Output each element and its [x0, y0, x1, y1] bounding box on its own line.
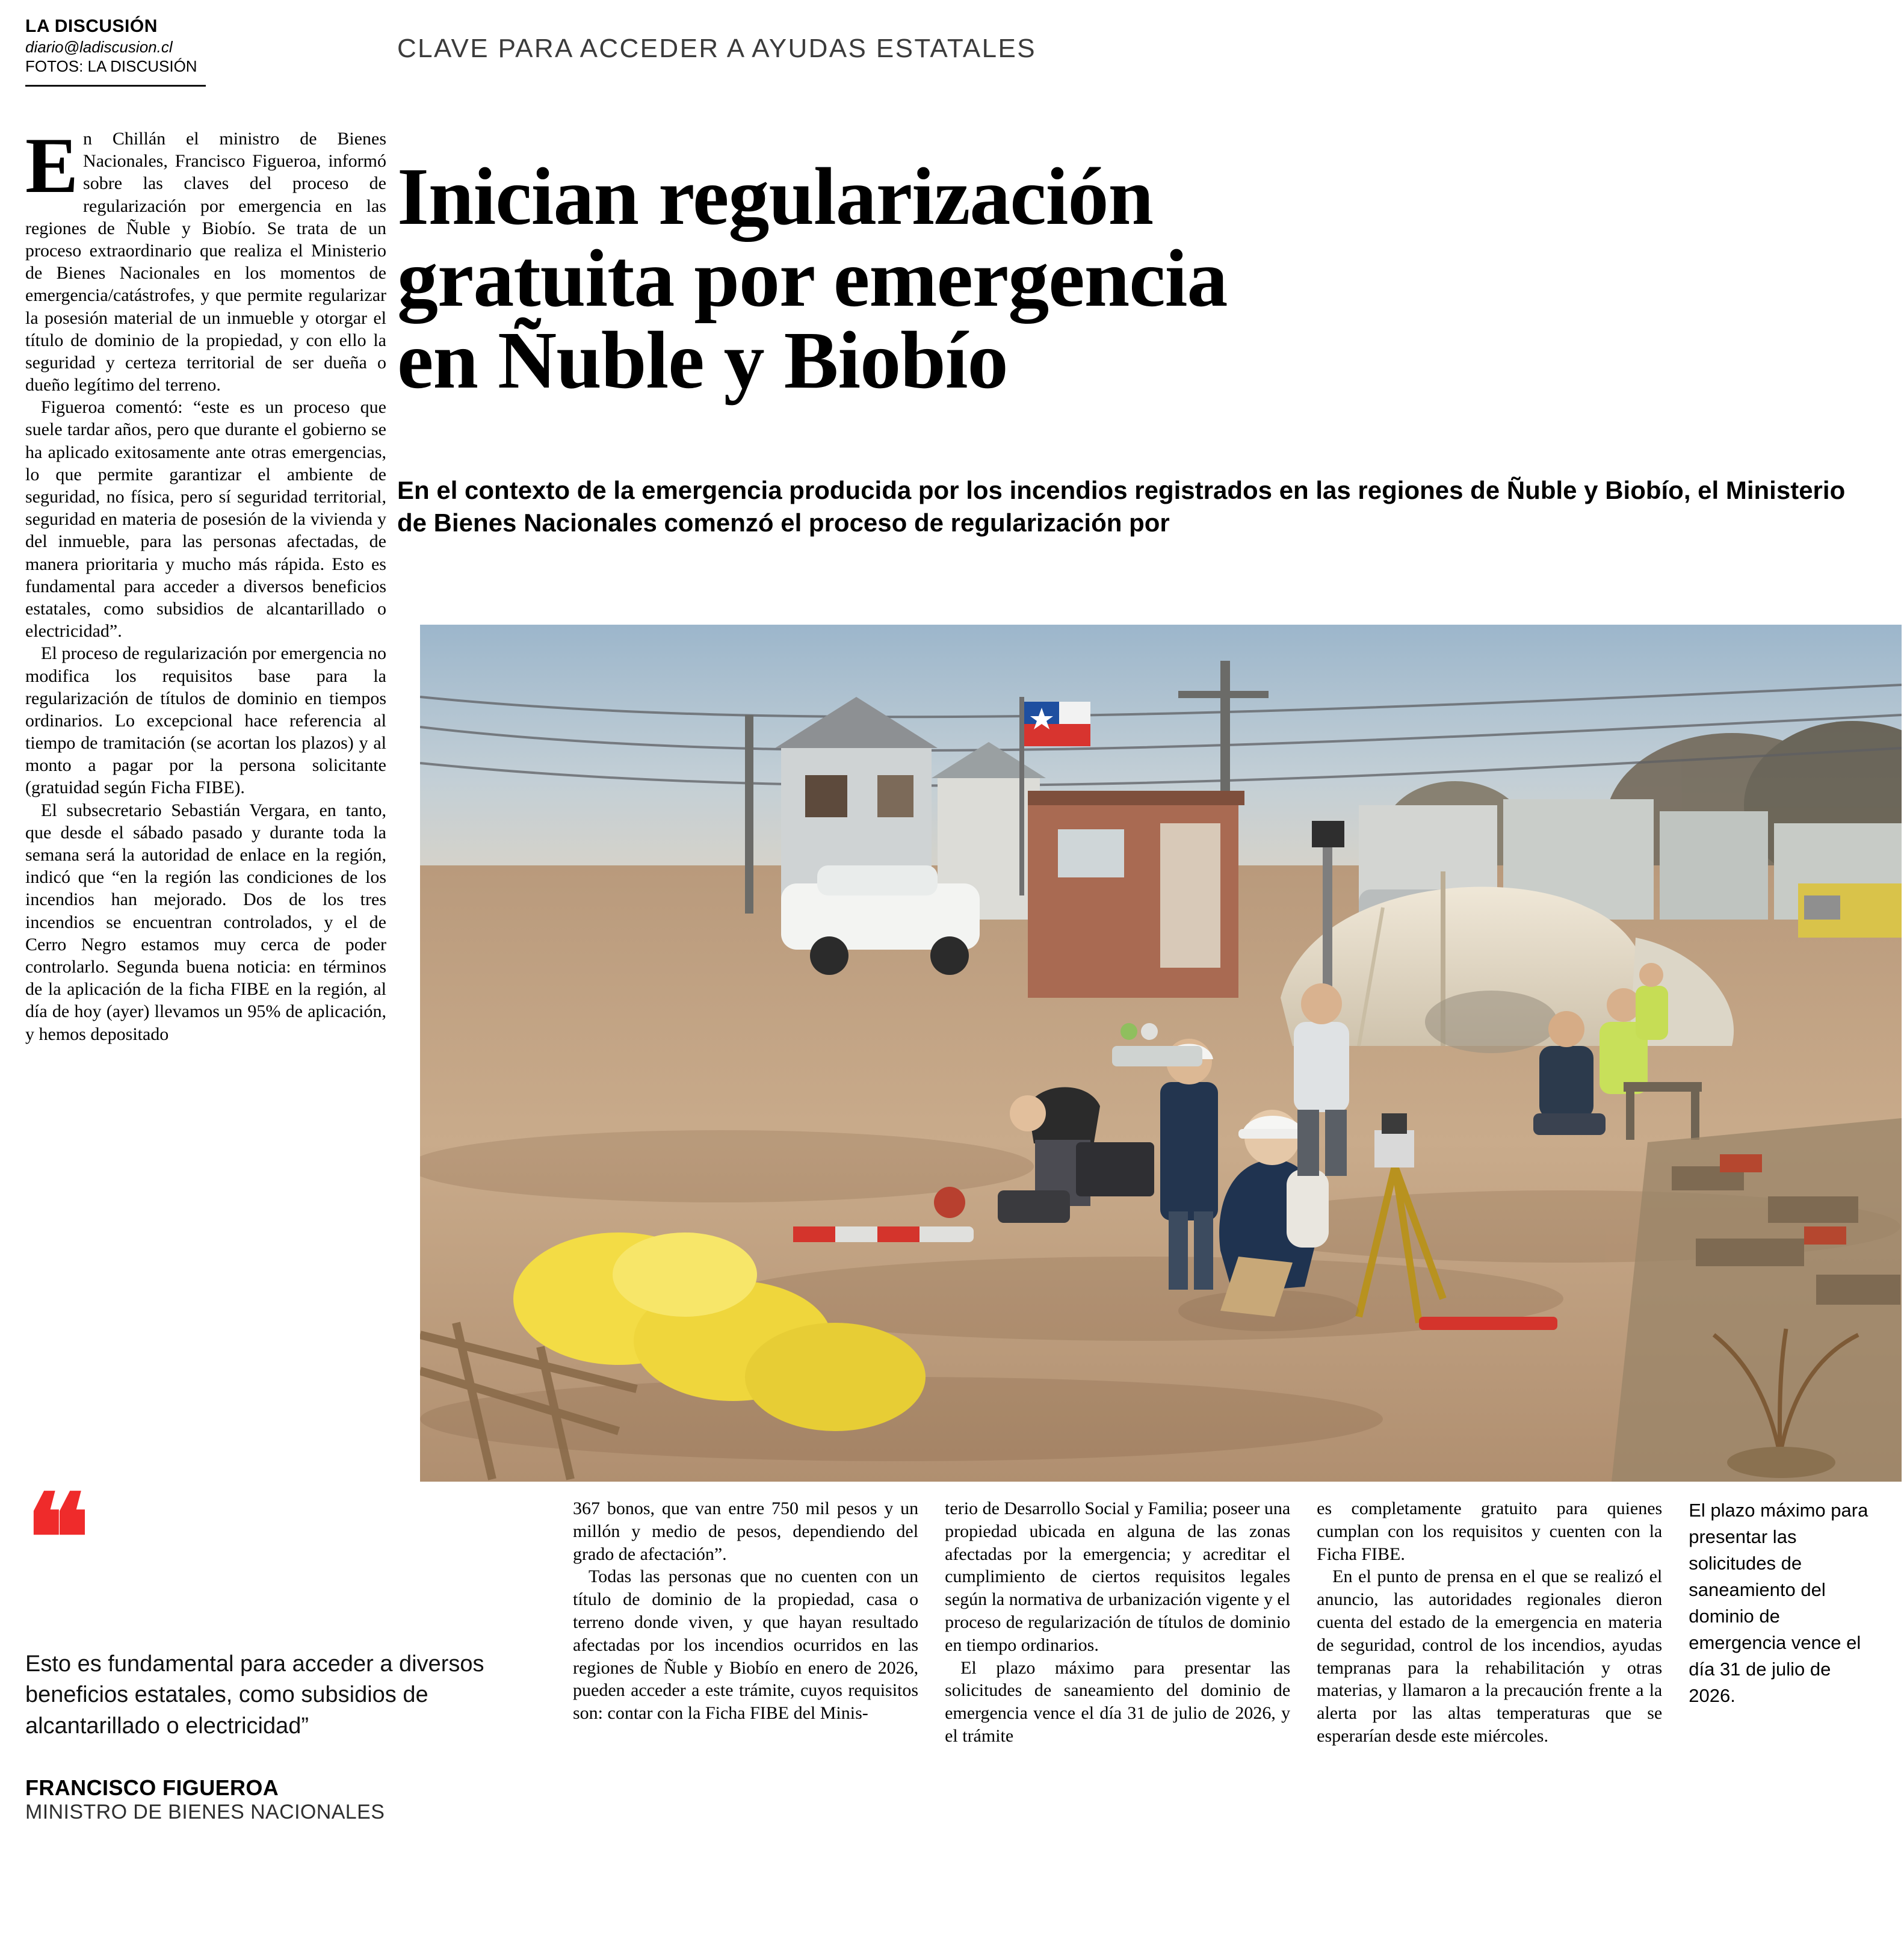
body-column-2 — [945, 1497, 1290, 1748]
body-column-3 — [1317, 1497, 1662, 1748]
paragraph: En el punto de prensa en el que se realizó el anuncio, las autoridades regionales dieron cuenta del estado de la emergencia en materia de seguridad, control de los incendios, ayudas tempranas para la rehabilitación y otras materias, y llamaron a la precaución frente a la alerta por las altas temperaturas que se esperarían desde este miércoles. — [1317, 1567, 1663, 1746]
masthead-divider — [25, 85, 206, 87]
paragraph — [25, 121, 386, 396]
masthead-email: diario@ladiscusion.cl — [25, 37, 173, 56]
photo-credit: FOTOS: LA DISCUSIÓN — [25, 57, 197, 75]
masthead-brand: LA DISCUSIÓN — [25, 16, 158, 36]
headline-line-2: gratuita por emergencia — [397, 234, 1228, 324]
paragraph-text: n Chillán el ministro de Bienes Nacionales, Francisco Figueroa, informó sobre las claves del proceso de regularización por emergencia en las regiones de Ñuble y Biobío. Se trata de un proceso extraordinario que realiza el Ministerio de Bienes Nacionales en los momentos de emergencia/catástrofes, y que permite regularizar la posesión material de un inmueble y otorgar el título de dominio de la propiedad, y con ello la seguridad y certeza territorial de ser dueña o dueño legítimo del terreno. — [25, 129, 386, 395]
paragraph: El proceso de regularización por emergencia no modifica los requisitos base para la regularización de títulos de dominio en tiempos ordinarios. Lo excepcional hace referencia al tiempo de tramitación (se acortan los plazos) y al monto a pagar por la persona solicitante (gratuidad según Ficha FIBE). — [25, 643, 386, 798]
body-column-1 — [573, 1497, 918, 1748]
paragraph: Figueroa comentó: “este es un proceso que suele tardar años, pero que durante el gobierno se ha aplicado exitosamente ante otras emergencias, lo que permite garantizar el ambiente de seguridad, no física, pero sí seguridad territorial, seguridad en materia de posesión de la vivienda y del inmueble, para las personas afectadas, de manera prioritaria y mucho más rápida. Esto es fundamental para acceder a diversos beneficios estatales, como subsidios de alcantarillado o electricidad”. — [25, 397, 386, 642]
paragraph: 367 bonos, que van entre 750 mil pesos y un millón y medio de pesos, dependiendo del grado de afectación”. — [573, 1498, 919, 1564]
masthead — [25, 17, 224, 87]
headline-line-3: en Ñuble y Biobío — [397, 315, 1008, 406]
article-photo — [420, 625, 1902, 1482]
pull-quote — [25, 1474, 501, 1824]
article-kicker: CLAVE PARA ACCEDER A AYUDAS ESTATALES — [397, 34, 1037, 63]
paragraph: Todas las personas que no cuenten con un título de dominio de la propiedad, casa o terreno donde viven, y que hayan resultado afectadas por los incendios ocurridos en las regiones de Ñuble y Biobío en enero de 2026, pueden acceder a este trámite, cuyos requisitos son: contar con la Ficha FIBE del Minis- — [573, 1567, 919, 1724]
paragraph: El subsecretario Sebastián Vergara, en tanto, que desde el sábado pasado y durante toda la semana será la autoridad de enlace en la región, indicó que “en la región las condiciones de los incendios han mejorado. Dos de los tres incendios se encuentran controlados, y el de Cerro Negro estamos muy cerca de poder controlarlo. Segunda buena noticia: en términos de la aplicación de la ficha FIBE en la región, al día de hoy (ayer) llevamos un 95% de aplicación, y hemos depositado — [25, 800, 386, 1044]
side-note: El plazo máximo para presentar las solicitudes de saneamiento del dominio de emergencia vence el día 31 de julio de 2026. — [1689, 1500, 1868, 1707]
paragraph: El plazo máximo para presentar las solicitudes de saneamiento del dominio de emergencia vence el día 31 de julio de 2026, y el trámite — [945, 1657, 1291, 1746]
paragraph: terio de Desarrollo Social y Familia; poseer una propiedad ubicada en alguna de las zonas afectadas por la emergencia; y acreditar el cumplimiento de ciertos requisitos legales según la normativa de urbanización vigente y el proceso de regularización de títulos de dominio en tiempo ordinarios. — [945, 1498, 1291, 1655]
headline-line-1: Inician regularización — [397, 152, 1154, 243]
drop-cap: E — [25, 121, 79, 209]
paragraph: es completamente gratuito para quienes cumplan con los requisitos y cuenten con la Ficha FIBE. — [1317, 1498, 1663, 1564]
article-standfirst: En el contexto de la emergencia producida por los incendios registrados en las regiones de Ñuble y Biobío, el Ministerio de Bienes Nacionales comenzó el proceso de regularización por — [397, 476, 1846, 537]
bottom-body-columns — [573, 1497, 1879, 1748]
page-title — [397, 152, 1884, 406]
quote-author: FRANCISCO FIGUEROA — [25, 1775, 279, 1800]
photo-illustration — [420, 625, 1902, 1482]
quote-author-role: MINISTRO DE BIENES NACIONALES — [25, 1800, 385, 1823]
quote-mark-icon: ❝ — [25, 1474, 87, 1607]
quote-text: Esto es fundamental para acceder a diversos beneficios estatales, como subsidios de alcantarillado o electricidad” — [25, 1651, 484, 1739]
left-body-column — [25, 121, 386, 1045]
